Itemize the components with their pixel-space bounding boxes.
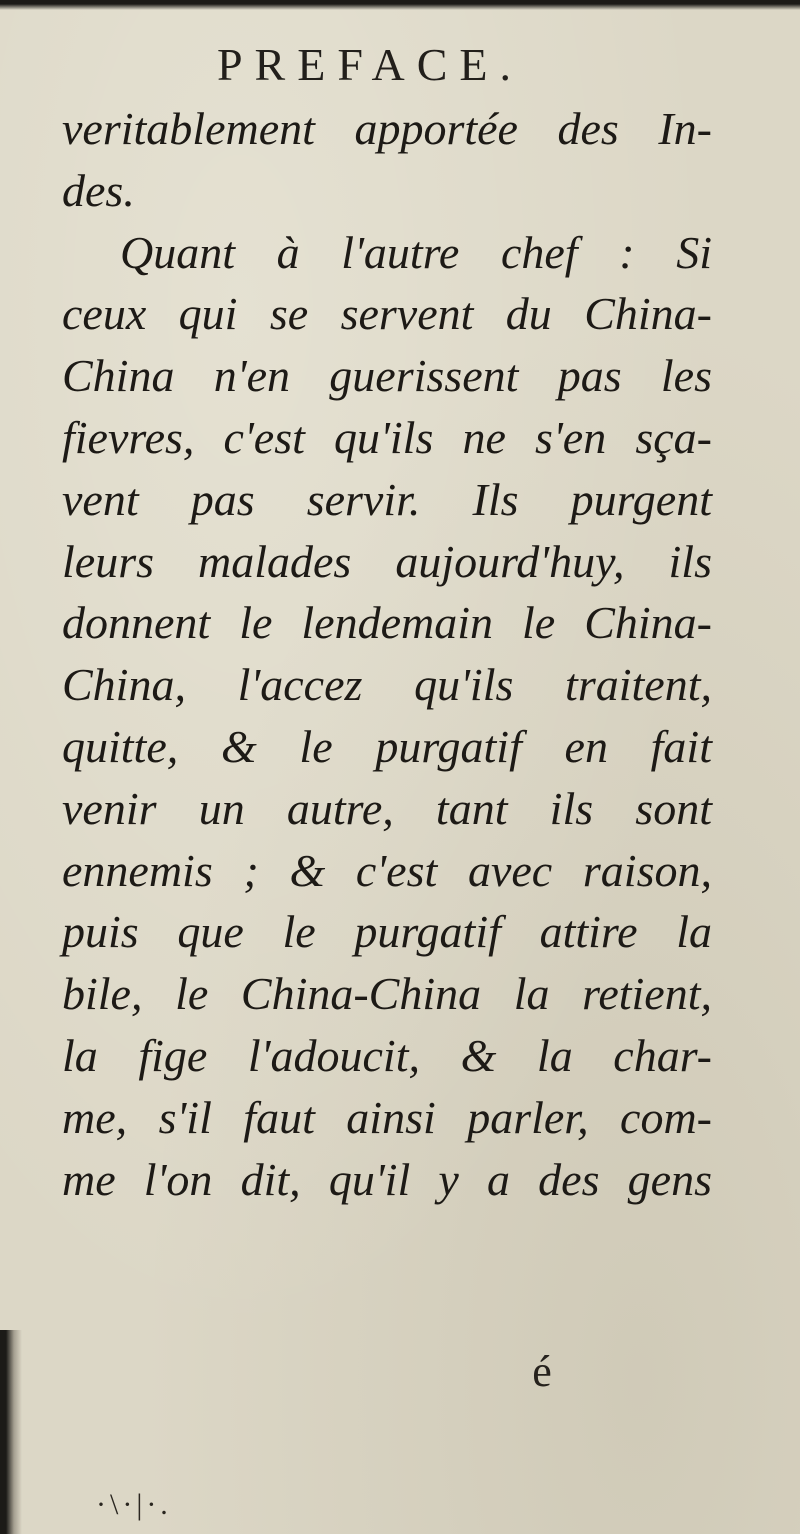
page-top-edge: [0, 0, 800, 10]
running-header: PREFACE.: [216, 39, 524, 90]
text-line: puis que le purgatif attire la: [62, 906, 712, 958]
text-line: donnent le lendemain le China-: [62, 597, 712, 649]
text-line: la fige l'adoucit, & la char-: [62, 1029, 712, 1081]
text-line: Quant à l'autre chef : Si: [120, 226, 712, 278]
text-line: ceux qui se servent du China-: [62, 288, 712, 340]
catchword: é: [532, 1347, 552, 1396]
bleed-through-marks: ·\·|·.: [96, 1488, 172, 1521]
body-text: [62, 98, 712, 1210]
text-line: veritablement apportée des In-: [62, 103, 712, 154]
text-line: fievres, c'est qu'ils ne s'en sça-: [62, 411, 712, 463]
text-line: venir un autre, tant ils sont: [62, 782, 712, 834]
text-line: China n'en guerissent pas les: [62, 350, 712, 402]
text-line: vent pas servir. Ils purgent: [62, 473, 712, 525]
text-line: bile, le China-China la retient,: [62, 968, 712, 1020]
text-line: ennemis ; & c'est avec raison,: [62, 844, 712, 896]
text-line: des.: [62, 164, 135, 216]
text-line: quitte, & le purgatif en fait: [62, 720, 712, 772]
text-line: China, l'accez qu'ils traitent,: [62, 659, 712, 711]
text-line: me, s'il faut ainsi parler, com-: [62, 1091, 712, 1143]
text-line: me l'on dit, qu'il y a des gens: [62, 1153, 712, 1205]
text-line: leurs malades aujourd'huy, ils: [62, 535, 712, 587]
page-gutter-shadow: [0, 1330, 22, 1534]
